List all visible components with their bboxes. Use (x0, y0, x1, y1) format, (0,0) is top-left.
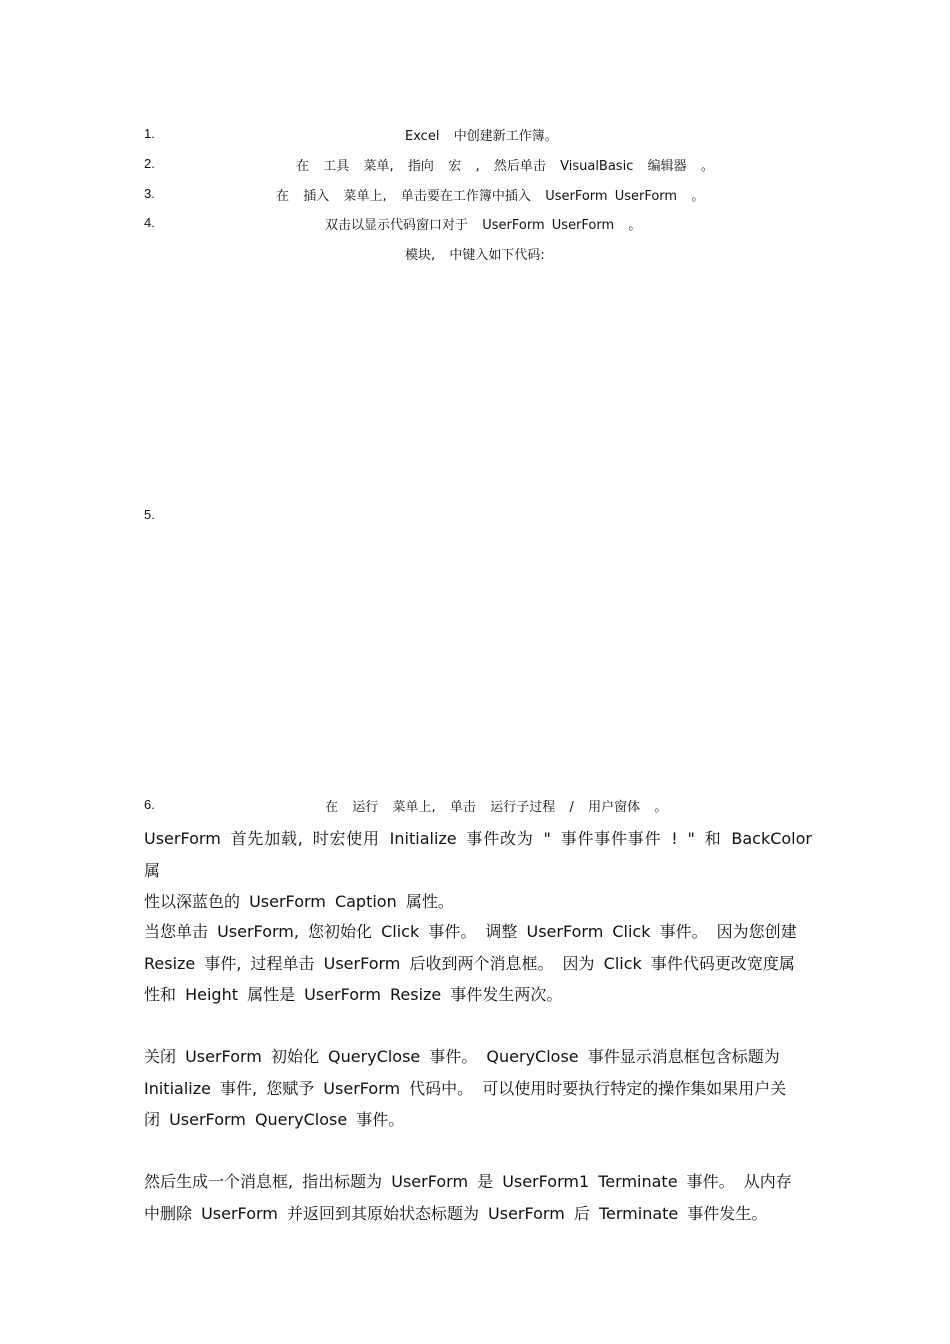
paragraph-line: Initialize 事件, 您赋予 UserForm 代码中。 可以使用时要执行特定的操作集如果用户关 (144, 1078, 787, 1098)
paragraph-line: 性和 Height 属性是 UserForm Resize 事件发生两次。 (144, 985, 563, 1004)
step-3-number: 3. (144, 186, 155, 201)
paragraph-line: 关闭 UserForm 初始化 QueryClose 事件。 QueryClose 事件显示消息框包含标题为 (144, 1047, 780, 1066)
step-3-text: 在 插入 菜单上, 单击要在工作簿中插入 UserForm UserForm 。 (276, 189, 705, 204)
paragraph-line: 然后生成一个消息框, 指出标题为 UserForm 是 UserForm1 Terminate 事件。 从内存 (144, 1172, 792, 1191)
step-2-number: 2. (144, 156, 155, 171)
paragraph-line: UserForm 首先加载, 时宏使用 Initialize 事件改为 " 事件事件事件 ! " 和 BackColor 属 (144, 829, 812, 880)
paragraph-line: 中删除 UserForm 并返回到其原始状态标题为 UserForm 后 Terminate 事件发生。 (144, 1203, 768, 1223)
step-1-text: Excel 中创建新工作簿。 (405, 129, 558, 144)
step-5-number: 5. (144, 507, 155, 522)
paragraph-click-resize (144, 916, 812, 1011)
step-1-number: 1. (144, 126, 155, 141)
paragraph-initialize (144, 823, 812, 918)
step-4-continuation: 模块, 中键入如下代码: (405, 248, 545, 263)
paragraph-queryclose (144, 1041, 812, 1136)
step-6-text: 在 运行 菜单上, 单击 运行子过程 / 用户窗体 。 (325, 800, 668, 815)
paragraph-line: Resize 事件, 过程单击 UserForm 后收到两个消息框。 因为 Click 事件代码更改宽度属 (144, 953, 795, 973)
step-4-text: 双击以显示代码窗口对于 UserForm UserForm 。 (325, 218, 642, 233)
step-2-text: 在 工具 菜单, 指向 宏 , 然后单击 VisualBasic 编辑器 。 (296, 159, 714, 174)
step-6-number: 6. (144, 797, 155, 812)
paragraph-line: 性以深蓝色的 UserForm Caption 属性。 (144, 892, 454, 911)
step-4-number: 4. (144, 215, 155, 230)
paragraph-terminate (144, 1166, 812, 1229)
paragraph-line: 闭 UserForm QueryClose 事件。 (144, 1110, 405, 1129)
paragraph-line: 当您单击 UserForm, 您初始化 Click 事件。 调整 UserForm Click 事件。 因为您创建 (144, 922, 797, 941)
